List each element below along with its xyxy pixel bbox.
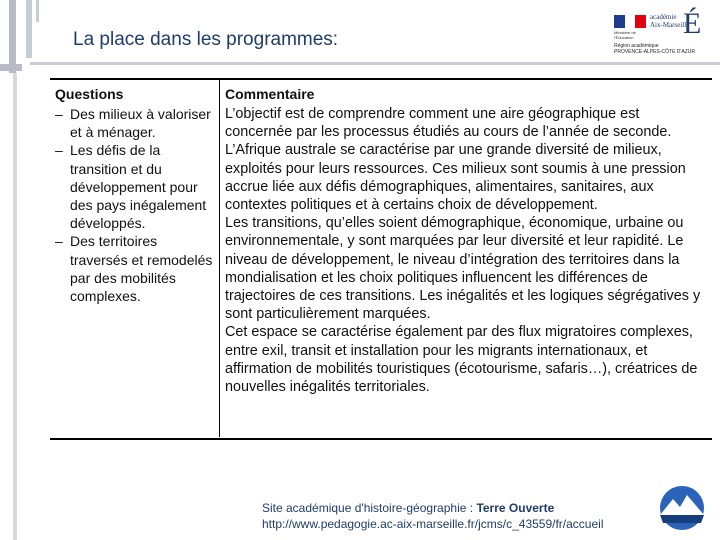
decor-bar [9, 0, 16, 73]
footer-site-line: Site académique d'histoire-géographie : Terre Ouverte [262, 501, 555, 515]
questions-column [55, 86, 215, 305]
commentaire-paragraph: Les transitions, qu’elles soient démographique, économique, urbaine ou environnementale, y sont marquées par leur diversité et leur rapidité. Le niveau de développement, le niveau d’intégration des territoires dans la mondialisation et les choix politiques influencent les différences de trajectoires de ces transitions. Les inégalités et les logiques ségrégatives y sont particulièrement marquées. [225, 215, 701, 323]
footer-url[interactable]: http://www.pedagogie.ac-aix-marseille.fr/jcms/c_43559/fr/accueil [262, 517, 604, 531]
decor-bar [36, 0, 39, 22]
decor-bar [0, 64, 22, 71]
decor-bar [13, 73, 17, 540]
french-flag-icon [614, 15, 646, 28]
logo-academie-text: académie Aix-Marseille [650, 13, 690, 29]
commentaire-header: Commentaire [225, 86, 315, 102]
commentaire-paragraph: Cet espace se caractérise également par des flux migratoires complexes, entre exil, transit et installation pour les migrants internationaux, et affirmation de mobilités touristiques (écotourisme, safaris…), créatrices de nouvelles inégalités territoriales. [225, 324, 698, 396]
questions-header: Questions [55, 86, 124, 102]
commentaire-column [225, 86, 710, 396]
question-item: – Les défis de la transition et du développement pour des pays inégalement développés. [55, 141, 215, 232]
decor-bar [26, 0, 32, 58]
terre-ouverte-logo-icon [653, 485, 711, 531]
logo-region-text: Région académique PROVENCE-ALPES-CÔTE D'AZUR [614, 43, 695, 55]
question-item: – Des milieux à valoriser et à ménager. [55, 105, 215, 141]
question-item: – Des territoires traversés et remodelés par des mobilités complexes. [55, 232, 215, 305]
decor-bar [30, 62, 720, 65]
logo-ministry-text: Ministère de l'Éducation [614, 30, 636, 40]
table-column-divider [219, 78, 220, 437]
logo-e-glyph: É [683, 7, 702, 40]
slide-title: La place dans les programmes: [73, 29, 339, 50]
footer-site-name: Terre Ouverte [476, 501, 555, 515]
academie-logo [614, 7, 714, 55]
commentaire-paragraph: L’objectif est de comprendre comment une aire géographique est concernée par les processus étudiés au cours de l’année de seconde. L’Afrique australe se caractérise par une grande diversité de milieux, exploités pour leurs ressources. Ces milieux sont soumis à une pression accrue liée aux défis démographiques, alimentaires, sanitaires, aux contextes politiques et à certains choix de développement. [225, 106, 686, 214]
footer [262, 500, 603, 532]
questions-list [55, 105, 215, 305]
